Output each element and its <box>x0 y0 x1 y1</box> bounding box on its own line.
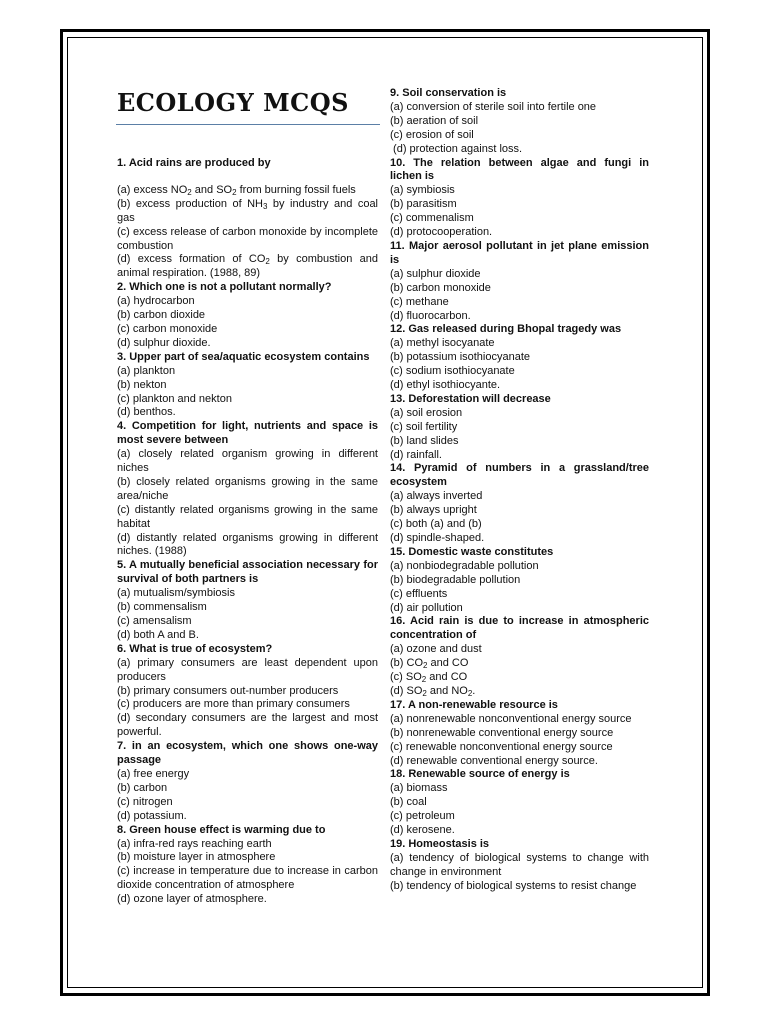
answer-option: (a) excess $NO_2$ and $SO_2$ from burning fossil fuels <box>117 183 356 197</box>
answer-option: (d) ozone layer of atmosphere. <box>117 893 267 906</box>
answer-option: (c) petroleum <box>390 810 455 823</box>
answer-option: (c) $SO_2$ and CO <box>390 671 468 685</box>
answer-option: (d) ethyl isothiocyante. <box>390 379 501 392</box>
answer-option: (d) rainfall. <box>390 448 442 461</box>
answer-option: (a) nonrenewable nonconventional energy source <box>390 712 632 725</box>
question-text: 10. The relation between algae and fungi in lichen is <box>390 156 649 183</box>
answer-option: (b) carbon monoxide <box>390 281 491 294</box>
question-text: 4. Competition for light, nutrients and space is most severe between <box>117 420 378 447</box>
answer-option: (a) soil erosion <box>390 406 463 419</box>
answer-option: (b) carbon <box>117 781 168 794</box>
question-text: 16. Acid rain is due to increase in atmospheric concentration of <box>390 615 649 642</box>
answer-option: (a) ozone and dust <box>390 643 482 656</box>
answer-option: (c) producers are more than primary consumers <box>117 698 350 711</box>
answer-option: (a) methyl isocyanate <box>390 337 495 350</box>
answer-option: (b) closely related organisms growing in the same area/niche <box>117 475 378 502</box>
answer-option: (c) soil fertility <box>390 420 458 433</box>
answer-option: (a) symbiosis <box>390 184 455 197</box>
page-title: ECOLOGY MCQS <box>117 88 349 117</box>
answer-option: (a) infra-red rays reaching earth <box>117 837 272 850</box>
answer-option: (d) excess formation of $CO_2$ by combustion and animal respiration. (1988, 89) <box>117 253 379 280</box>
answer-option: (a) always inverted <box>390 490 483 503</box>
answer-option: (b) moisture layer in atmosphere <box>117 851 276 864</box>
question-text: 11. Major aerosol pollutant in jet plane emission is <box>390 239 649 266</box>
answer-option: (c) carbon monoxide <box>117 322 218 335</box>
answer-option: (c) distantly related organisms growing in the same habitat <box>117 503 378 530</box>
question-text: 18. Renewable source of energy is <box>390 768 570 781</box>
question-text: 7. in an ecosystem, which one shows one-way passage <box>117 740 378 767</box>
question-text: 15. Domestic waste constitutes <box>390 545 554 558</box>
answer-option: (c) sodium isothiocyanate <box>390 365 515 378</box>
answer-option: (d) kerosene. <box>390 824 455 837</box>
title-underline <box>116 124 380 125</box>
answer-option: (d) secondary consumers are the largest and most powerful. <box>117 712 378 739</box>
answer-option: (b) always upright <box>390 504 477 517</box>
question-text: 12. Gas released during Bhopal tragedy was <box>390 323 622 336</box>
answer-option: (c) excess release of carbon monoxide by incomplete combustion <box>117 225 378 252</box>
answer-option: (b) parasitism <box>390 198 457 211</box>
answer-option: (b) carbon dioxide <box>117 309 206 322</box>
left-question-column <box>117 157 378 907</box>
answer-option: (a) sulphur dioxide <box>390 267 481 280</box>
answer-option: (d) spindle-shaped. <box>390 532 485 544</box>
question-text: 9. Soil conservation is <box>390 87 507 99</box>
answer-option: (c) both (a) and (b) <box>390 518 482 531</box>
question-text: 2. Which one is not a pollutant normally? <box>117 281 332 294</box>
answer-option: (a) closely related organism growing in different niches <box>117 448 378 475</box>
question-text: 1. Acid rains are produced by <box>117 157 271 169</box>
answer-option: (c) methane <box>390 295 449 308</box>
question-text: 3. Upper part of sea/aquatic ecosystem contains <box>117 350 370 363</box>
answer-option: (d) renewable conventional energy source. <box>390 754 598 767</box>
answer-option: (c) plankton and nekton <box>117 392 232 405</box>
answer-option: (a) tendency of biological systems to change with change in environment <box>390 851 649 878</box>
answer-option: (a) free energy <box>117 767 190 780</box>
answer-option: (a) biomass <box>390 782 448 795</box>
answer-option: (c) renewable nonconventional energy source <box>390 740 613 753</box>
question-text: 17. A non-renewable resource is <box>390 698 558 711</box>
answer-option: (a) hydrocarbon <box>117 295 195 308</box>
question-text: 8. Green house effect is warming due to <box>117 823 326 836</box>
right-question-column <box>390 87 649 894</box>
answer-option: (d) distantly related organisms growing in different niches. (1988) <box>117 531 378 558</box>
answer-option: (d) protection against loss. <box>390 142 523 155</box>
question-text: 14. Pyramid of numbers in a grassland/tree ecosystem <box>390 462 649 489</box>
answer-option: (b) potassium isothiocyanate <box>390 351 531 364</box>
answer-option: (b) coal <box>390 796 427 809</box>
answer-option: (d) both A and B. <box>117 628 199 641</box>
answer-option: (b) land slides <box>390 434 459 447</box>
answer-option: (b) commensalism <box>117 601 207 614</box>
answer-option: (a) conversion of sterile soil into fertile one <box>390 100 597 113</box>
answer-option: (d) $SO_2$ and $NO_2$. <box>390 684 476 698</box>
answer-option: (d) sulphur dioxide. <box>117 336 211 349</box>
answer-option: (b) primary consumers out-number producers <box>117 684 339 697</box>
question-text: 5. A mutually beneficial association necessary for survival of both partners is <box>117 559 378 586</box>
answer-option: (a) primary consumers are least dependent upon producers <box>117 656 378 683</box>
answer-option: (c) amensalism <box>117 615 192 627</box>
answer-option: (b) $CO_2$ and CO <box>390 657 469 671</box>
answer-option: (a) plankton <box>117 364 176 377</box>
question-text: 13. Deforestation will decrease <box>390 392 551 405</box>
answer-option: (c) nitrogen <box>117 795 173 808</box>
answer-option: (a) mutualism/symbiosis <box>117 587 235 600</box>
answer-option: (c) erosion of soil <box>390 128 474 141</box>
answer-option: (b) tendency of biological systems to resist change <box>390 879 637 892</box>
answer-option: (b) aeration of soil <box>390 114 479 127</box>
answer-option: (b) excess production of $NH_3$ by industry and coal gas <box>117 197 378 224</box>
answer-option: (b) biodegradable pollution <box>390 573 521 586</box>
answer-option: (d) benthos. <box>117 406 176 419</box>
answer-option: (a) nonbiodegradable pollution <box>390 559 539 572</box>
answer-option: (b) nekton <box>117 378 167 391</box>
answer-option: (d) protocooperation. <box>390 226 493 239</box>
question-text: 6. What is true of ecosystem? <box>117 642 273 655</box>
answer-option: (c) increase in temperature due to increase in carbon dioxide concentration of atmosphere <box>117 865 378 892</box>
answer-option: (b) nonrenewable conventional energy source <box>390 726 614 739</box>
answer-option: (d) potassium. <box>117 809 187 822</box>
answer-option: (d) air pollution <box>390 601 463 614</box>
answer-option: (c) effluents <box>390 587 448 600</box>
answer-option: (d) fluorocarbon. <box>390 309 471 322</box>
answer-option: (c) commenalism <box>390 212 474 225</box>
question-text: 19. Homeostasis is <box>390 837 490 850</box>
